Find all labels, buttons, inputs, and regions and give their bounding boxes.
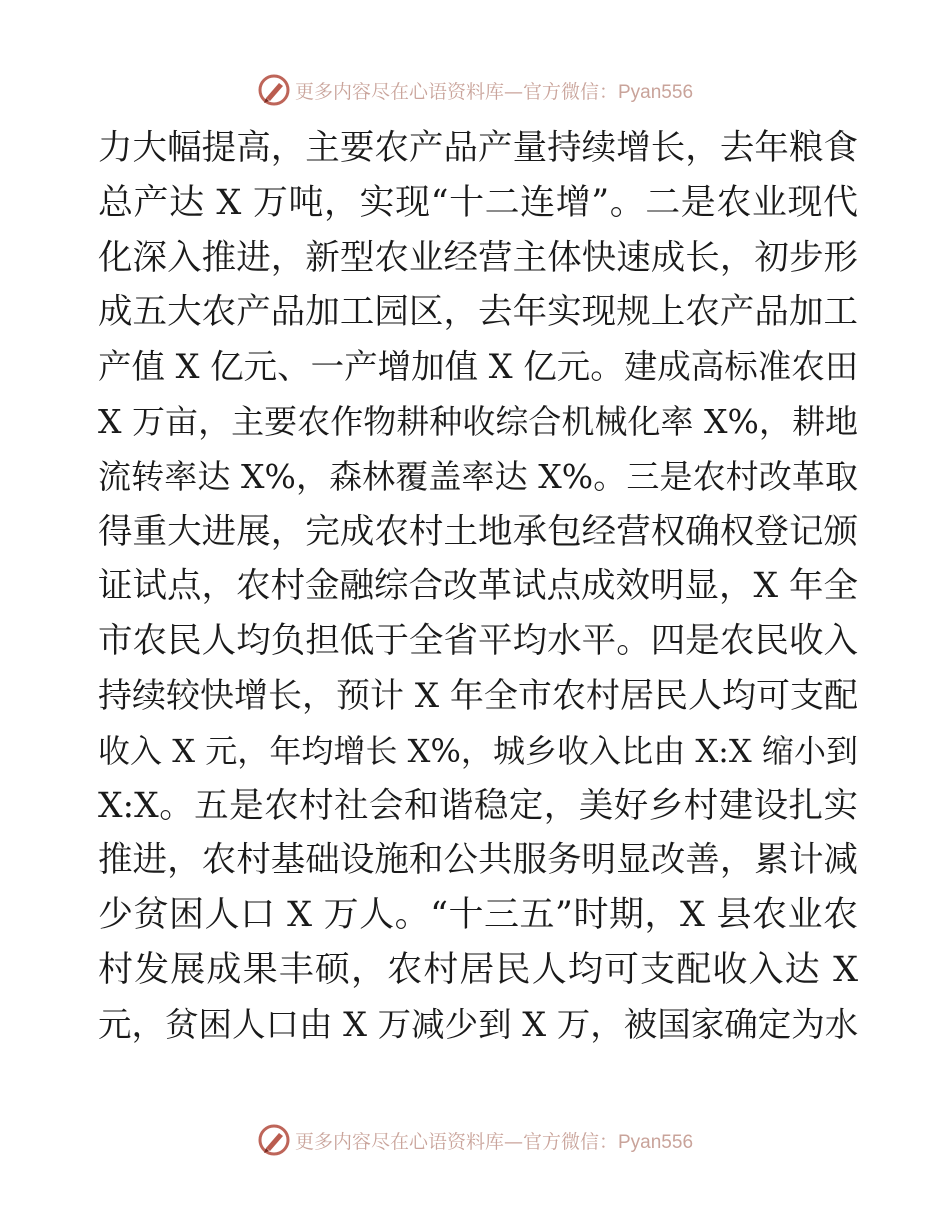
watermark-brand: 更多内容尽在心语资料库 [294, 80, 504, 103]
pen-logo-icon [257, 1123, 291, 1157]
body-line: 元，贫困人口由 X 万减少到 X 万，被国家确定为水 [98, 1004, 859, 1044]
watermark-brand: 更多内容尽在心语资料库 [294, 1130, 504, 1153]
watermark-contact-id: Pyan556 [618, 81, 694, 103]
header-watermark-text [295, 77, 693, 104]
body-paragraph [98, 121, 858, 1053]
body-line: 证试点，农村金融综合改革试点成效明显，X 年全 [98, 566, 859, 607]
body-line: X:X。五是农村社会和谐稳定，美好乡村建设扎实 [98, 785, 858, 826]
watermark-contact-label: 官方微信： [522, 80, 618, 103]
body-line: 持续较快增长，预计 X 年全市农村居民人均可支配 [98, 675, 858, 716]
header-watermark [0, 70, 950, 110]
body-line: 化深入推进，新型农业经营主体快速成长，初步形 [98, 237, 858, 278]
watermark-contact-id: Pyan556 [618, 1131, 694, 1153]
watermark-separator: — [503, 80, 523, 103]
body-line: 总产达 X 万吨，实现“十二连增”。二是农业现代 [98, 182, 858, 223]
body-line: 推进，农村基础设施和公共服务明显改善，累计减 [98, 840, 858, 881]
body-line: 流转率达 X%，森林覆盖率达 X%。三是农村改革取 [98, 456, 858, 496]
body-line: X 万亩，主要农作物耕种收综合机械化率 X%，耕地 [98, 401, 858, 441]
body-line: 产值 X 亿元、一产增加值 X 亿元。建成高标准农田 [98, 347, 859, 387]
watermark-contact-label: 官方微信： [522, 1130, 618, 1153]
body-line: 力大幅提高，主要农产品产量持续增长，去年粮食 [98, 128, 858, 168]
footer-watermark [0, 1120, 950, 1160]
body-line: 少贫困人口 X 万人。“十三五”时期，X 县农业农 [98, 895, 858, 936]
body-line: 得重大进展，完成农村土地承包经营权确权登记颁 [98, 511, 858, 552]
body-line: 收入 X 元，年均增长 X%，城乡收入比由 X:X 缩小到 [98, 731, 858, 770]
body-line: 成五大农产品加工园区，去年实现规上农产品加工 [98, 292, 858, 333]
body-line: 村发展成果丰硕，农村居民人均可支配收入达 X [98, 949, 858, 990]
pen-logo-icon [257, 73, 291, 107]
watermark-separator: — [503, 1130, 523, 1153]
body-line: 市农民人均负担低于全省平均水平。四是农民收入 [98, 621, 858, 662]
footer-watermark-text [295, 1127, 693, 1154]
